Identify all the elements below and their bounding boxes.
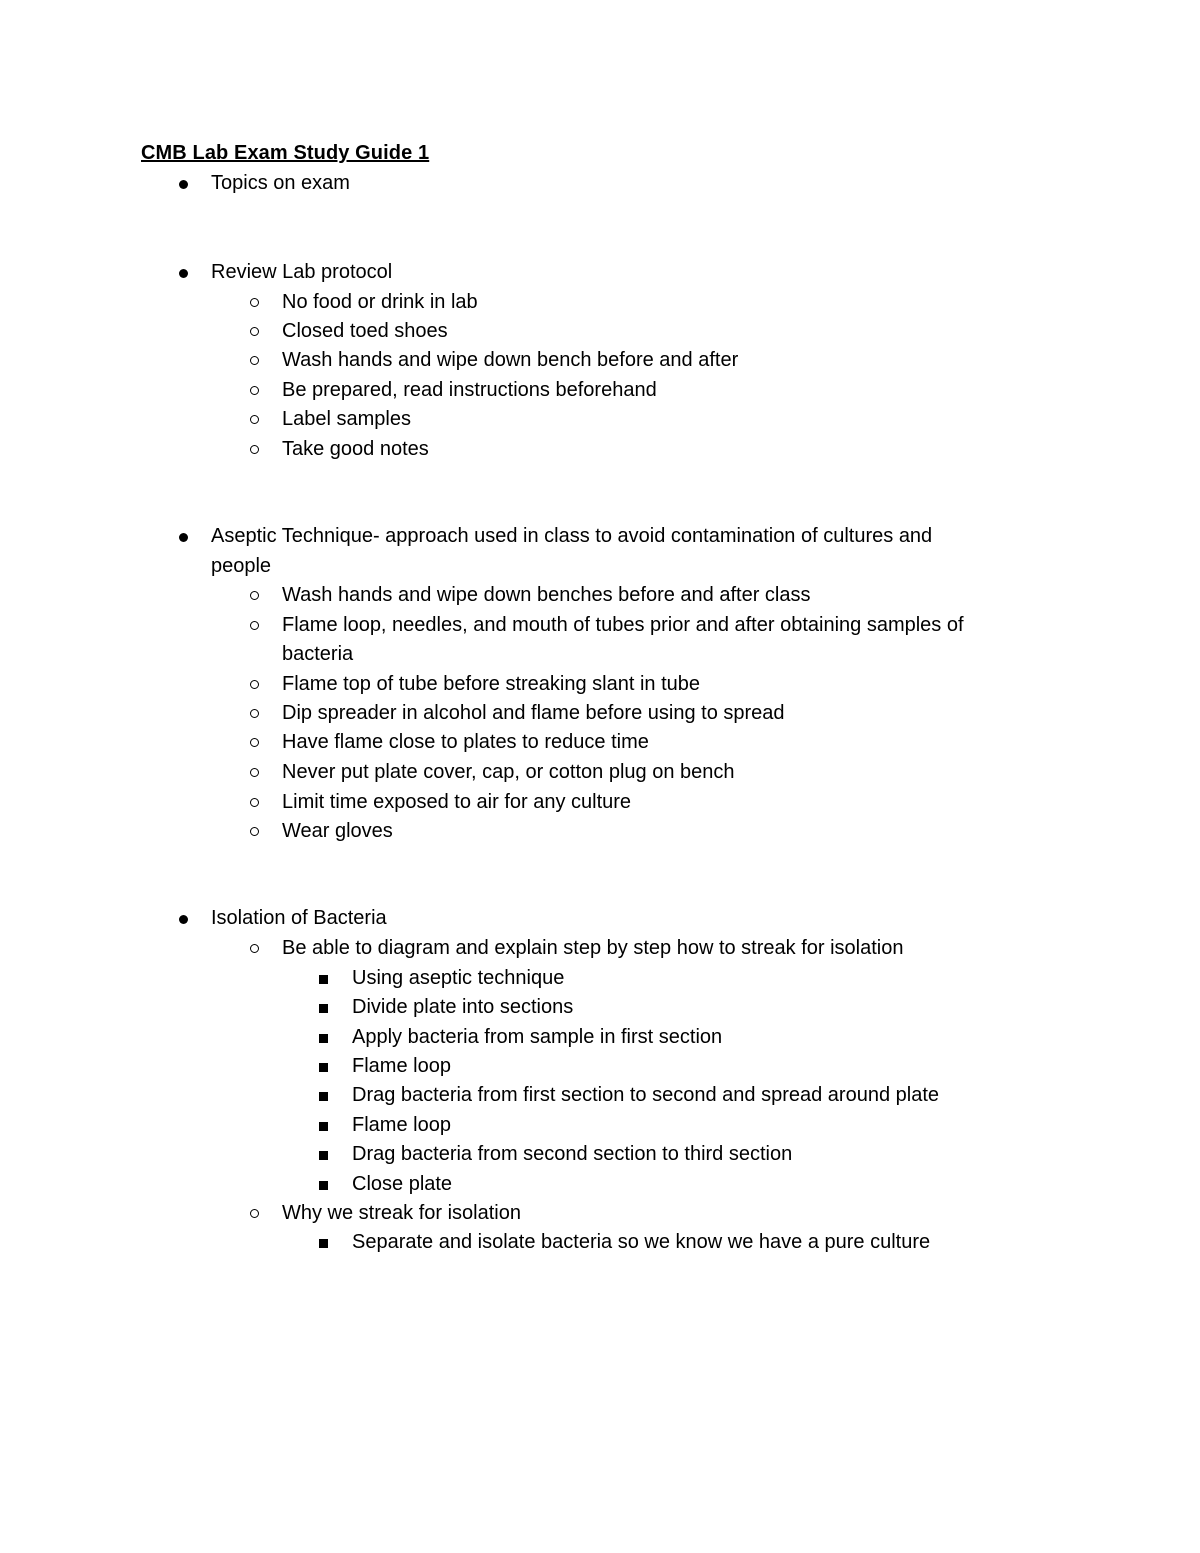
list-item-text: Never put plate cover, cap, or cotton plug on bench xyxy=(282,761,735,783)
bullet-circle-icon xyxy=(250,768,259,777)
list-item-text: Wash hands and wipe down benches before and after class xyxy=(282,584,811,606)
bullet-circle-icon xyxy=(250,298,259,307)
list-item-text: Dip spreader in alcohol and flame before using to spread xyxy=(282,702,785,724)
list-item-text: Wash hands and wipe down bench before and after xyxy=(282,349,739,371)
document-title: CMB Lab Exam Study Guide 1 xyxy=(141,142,430,164)
bullet-disc-icon xyxy=(179,915,188,924)
list-item-text: Drag bacteria from second section to third section xyxy=(352,1143,793,1165)
bullet-circle-icon xyxy=(250,680,259,689)
list-item-text: Apply bacteria from sample in first section xyxy=(352,1026,723,1048)
list-item-text: Aseptic Technique- approach used in class to avoid contamination of cultures and xyxy=(211,525,933,547)
bullet-square-icon xyxy=(319,1122,328,1131)
bullet-disc-icon xyxy=(179,269,188,278)
bullet-circle-icon xyxy=(250,415,259,424)
list-item-text: Take good notes xyxy=(282,438,429,460)
list-item-text: Be prepared, read instructions beforehand xyxy=(282,379,657,401)
list-item-text: Flame loop, needles, and mouth of tubes prior and after obtaining samples of xyxy=(282,614,964,636)
bullet-disc-icon xyxy=(179,180,188,189)
list-item-text: Limit time exposed to air for any culture xyxy=(282,791,632,813)
list-item-text: Flame loop xyxy=(352,1114,451,1136)
list-item-text: Flame top of tube before streaking slant in tube xyxy=(282,673,701,695)
list-item-text: bacteria xyxy=(282,643,354,665)
bullet-circle-icon xyxy=(250,327,259,336)
bullet-square-icon xyxy=(319,1063,328,1072)
list-item-text: Review Lab protocol xyxy=(211,261,393,283)
list-item-text: No food or drink in lab xyxy=(282,291,478,313)
list-item-text: Close plate xyxy=(352,1173,453,1195)
bullet-square-icon xyxy=(319,1181,328,1190)
bullet-square-icon xyxy=(319,1092,328,1101)
bullet-square-icon xyxy=(319,1151,328,1160)
list-item-text: Drag bacteria from first section to second and spread around plate xyxy=(352,1084,939,1106)
bullet-circle-icon xyxy=(250,621,259,630)
bullet-square-icon xyxy=(319,1004,328,1013)
bullet-disc-icon xyxy=(179,533,188,542)
list-item-text: Flame loop xyxy=(352,1055,451,1077)
bullet-square-icon xyxy=(319,1239,328,1248)
bullet-circle-icon xyxy=(250,709,259,718)
list-item-text: Divide plate into sections xyxy=(352,996,574,1018)
bullet-circle-icon xyxy=(250,827,259,836)
list-item-text: Closed toed shoes xyxy=(282,320,448,342)
bullet-circle-icon xyxy=(250,386,259,395)
bullet-circle-icon xyxy=(250,591,259,600)
list-item-text: Topics on exam xyxy=(211,172,350,194)
list-item-text: Separate and isolate bacteria so we know we have a pure culture xyxy=(352,1231,931,1253)
bullet-circle-icon xyxy=(250,445,259,454)
list-item-text: Be able to diagram and explain step by step how to streak for isolation xyxy=(282,937,904,959)
list-item-text: Wear gloves xyxy=(282,820,393,842)
bullet-circle-icon xyxy=(250,356,259,365)
list-item-text: Isolation of Bacteria xyxy=(211,907,387,929)
list-item-text: Why we streak for isolation xyxy=(282,1202,521,1224)
bullet-circle-icon xyxy=(250,798,259,807)
list-item-text: Have flame close to plates to reduce time xyxy=(282,731,649,753)
bullet-square-icon xyxy=(319,975,328,984)
bullet-circle-icon xyxy=(250,1209,259,1218)
bullet-square-icon xyxy=(319,1034,328,1043)
list-item-text: people xyxy=(211,555,272,577)
list-item-text: Label samples xyxy=(282,408,411,430)
bullet-circle-icon xyxy=(250,738,259,747)
list-item-text: Using aseptic technique xyxy=(352,967,565,989)
bullet-circle-icon xyxy=(250,944,259,953)
